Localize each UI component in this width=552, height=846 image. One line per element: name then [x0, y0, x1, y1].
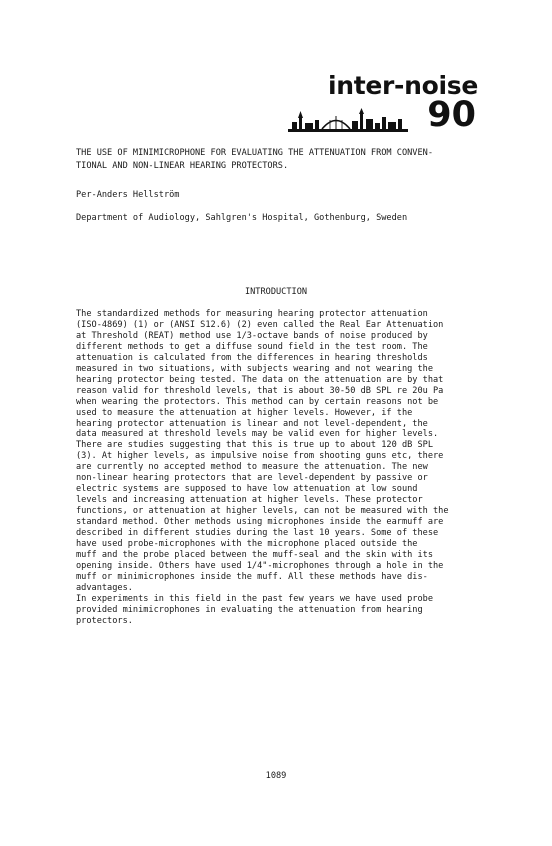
city-skyline-icon: [288, 108, 408, 132]
paper-title: THE USE OF MINIMICROPHONE FOR EVALUATING THE ATTENUATION FROM CONVEN- TIONAL AND NON-LINEAR HEARING PROTECTORS.: [76, 148, 433, 171]
conference-logo: [286, 72, 478, 134]
author-name: Per-Anders Hellström: [76, 190, 180, 200]
author-affiliation: Department of Audiology, Sahlgren's Hospital, Gothenburg, Sweden: [76, 213, 408, 223]
page-number: 1089: [265, 771, 287, 781]
body-text: The standardized methods for measuring hearing protector attenuation (ISO-4869) (1) or (ANSI S12.6) (2) even called the Real Ear Attenuation at Threshold (REAT) method use 1/3-octave bands of noise produced by different methods to get a diffuse sound field in the test room. The attenuation is calculated from the differences in hearing thresholds measured in two situations, with subjects wearing and not wearing the hearing protector being tested. The data on the attenuation are by that reason valid for threshold levels, that is about 30-50 dB SPL re 20u Pa when wearing the protectors. This method can by certain reasons not be used to measure the attenuation at higher levels. However, if the hearing protector attenuation is linear and not level-dependent, the data measured at threshold levels may be valid even for higher levels. There are studies suggesting that this is true up to about 120 dB SPL (3). At higher levels, as impulsive noise from shooting guns etc, there are currently no accepted method to measure the attenuation. The new non-linear hearing protectors that are level-dependent by passive or electric systems are supposed to have low attenuation at low sound levels and increasing attenuation at higher levels. These protector functions, or attenuation at higher levels, can not be measured with the standard method. Other methods using microphones inside the earmuff are described in different studies during the last 10 years. Some of these have used probe-microphones with the microphone placed outside the muff and the probe placed between the muff-seal and the skin with its opening inside. Others have used 1/4"-microphones through a hole in the muff or minimicrophones inside the muff. All these methods have dis- advantages. In experiments in this field in the past few years we have used probe provided minimicrophones in evaluating the attenuation from hearing protectors.: [76, 309, 449, 626]
logo-year: 90: [427, 95, 476, 135]
section-heading: INTRODUCTION: [244, 287, 308, 297]
logo-wordmark: inter-noise: [327, 71, 478, 100]
